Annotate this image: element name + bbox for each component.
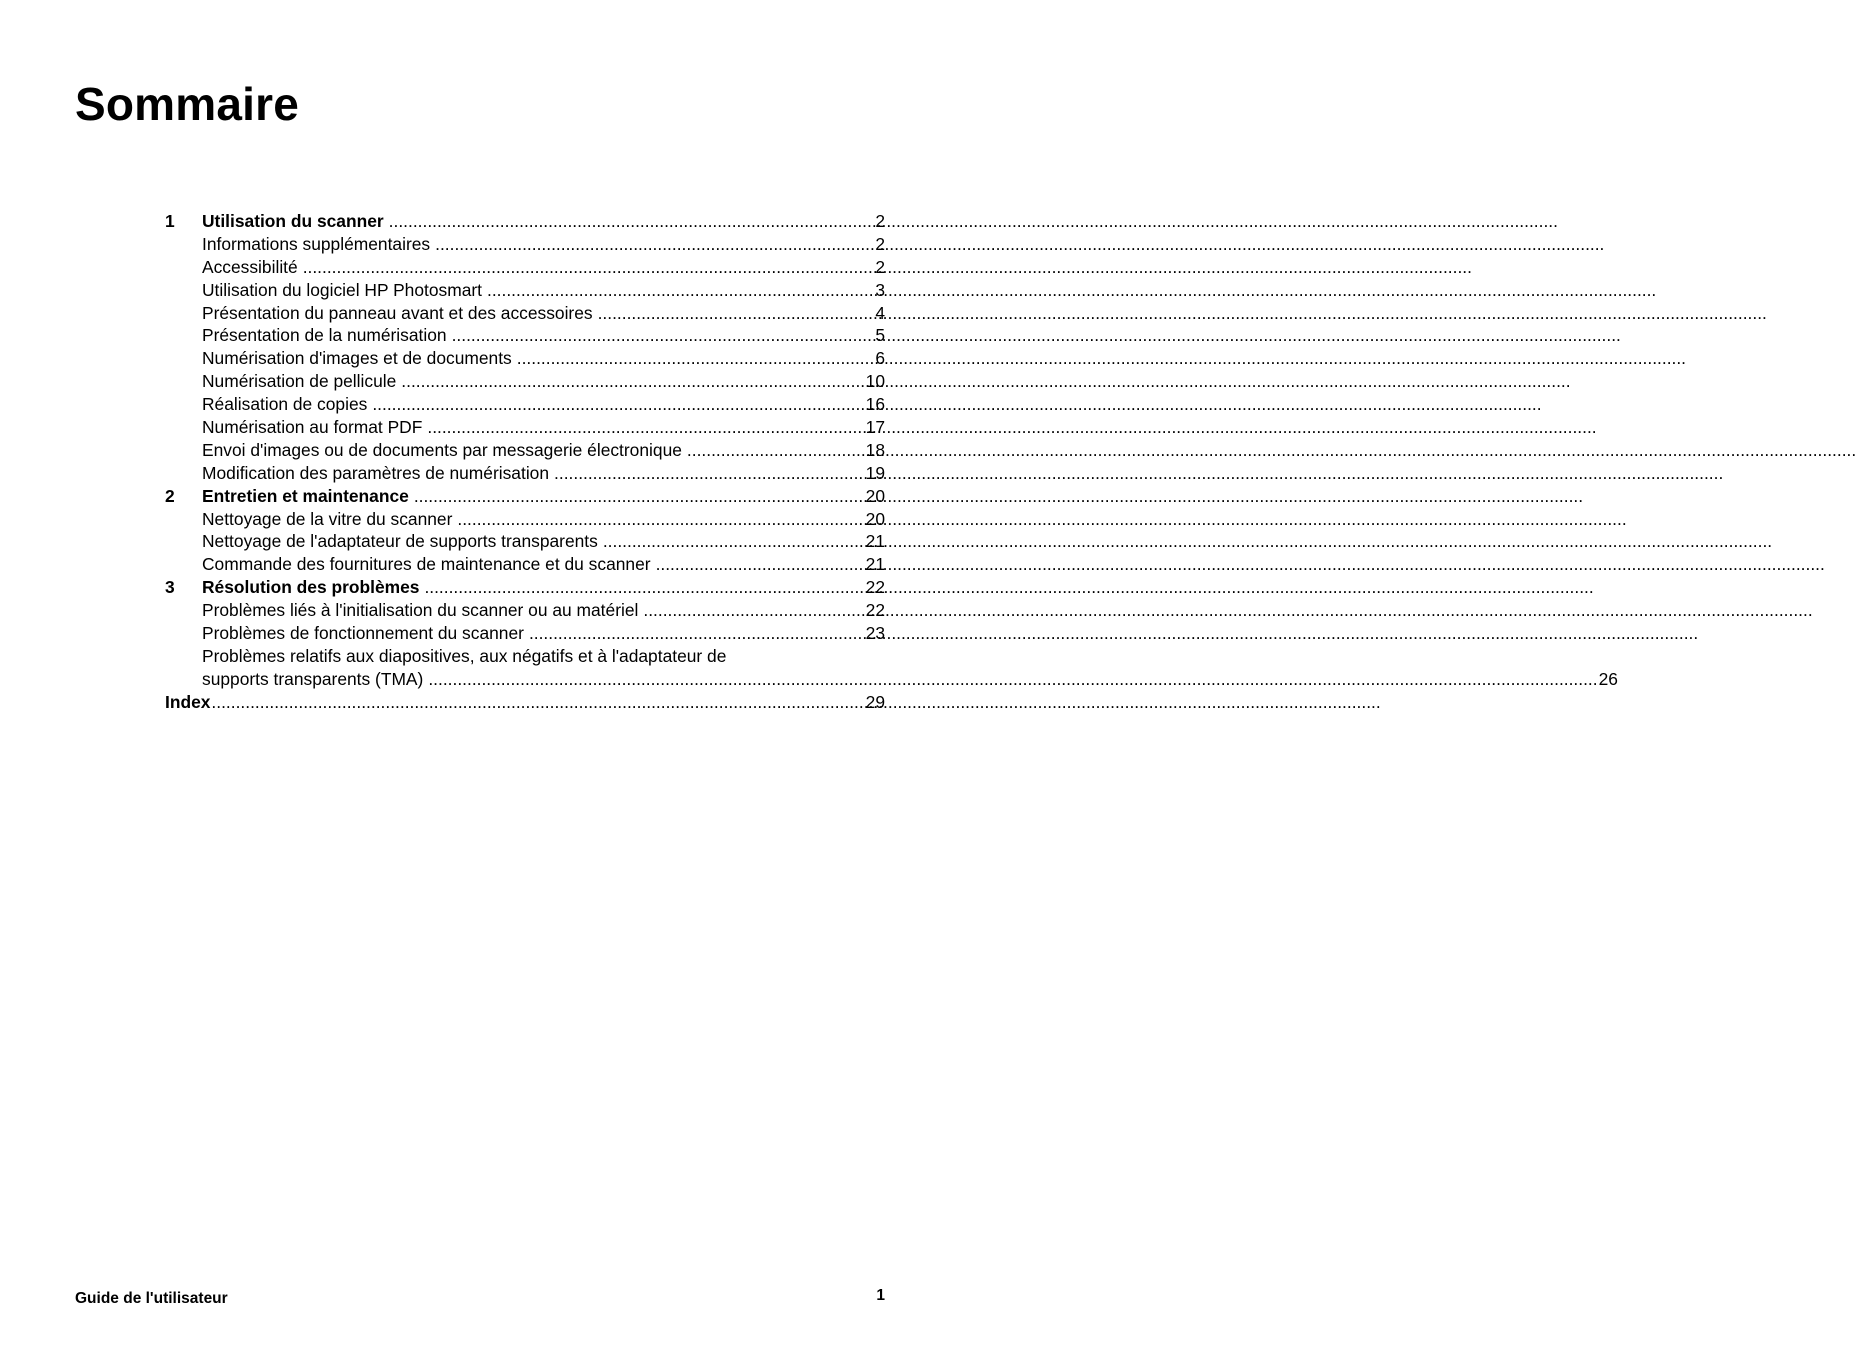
toc-section[interactable] xyxy=(165,233,885,256)
page-number: 5 xyxy=(875,325,885,346)
page-number: 4 xyxy=(875,302,885,323)
page-number: 22 xyxy=(865,577,885,598)
dot-leader xyxy=(529,622,865,645)
toc-chapter-1[interactable] xyxy=(165,210,885,233)
page-number: 17 xyxy=(865,417,885,438)
dot-leader xyxy=(643,599,864,622)
dot-leader xyxy=(427,416,864,439)
dot-leader xyxy=(603,530,865,553)
toc-section[interactable] xyxy=(165,279,885,302)
section-title-line-1: Problèmes relatifs aux diapositives, aux négatifs et à l'adaptateur de xyxy=(202,645,727,666)
toc-chapter-3[interactable] xyxy=(165,576,885,599)
toc-section[interactable] xyxy=(165,622,885,645)
page-number: 6 xyxy=(875,348,885,369)
table-of-contents xyxy=(165,210,1618,714)
page-number: 21 xyxy=(865,531,885,552)
dot-leader xyxy=(435,233,874,256)
page-number: 19 xyxy=(865,462,885,483)
toc-section[interactable] xyxy=(165,553,885,576)
toc-section[interactable] xyxy=(165,645,1618,691)
dot-leader xyxy=(414,485,865,508)
toc-section[interactable] xyxy=(165,530,885,553)
section-title: Commande des fournitures de maintenance et du scanner xyxy=(202,554,651,575)
dot-leader xyxy=(428,668,1597,691)
section-title: Numérisation de pellicule xyxy=(202,371,397,392)
dot-leader xyxy=(424,576,864,599)
section-title: Numérisation d'images et de documents xyxy=(202,348,512,369)
toc-section[interactable] xyxy=(165,347,885,370)
section-title: Accessibilité xyxy=(202,256,298,277)
toc-section[interactable] xyxy=(165,256,885,279)
section-title: Modification des paramètres de numérisation xyxy=(202,462,550,483)
toc-chapter-2[interactable] xyxy=(165,485,885,508)
dot-leader xyxy=(211,691,864,714)
index-title: Index xyxy=(165,691,211,712)
section-title: Présentation du panneau avant et des accessoires xyxy=(202,302,593,323)
toc-section[interactable] xyxy=(165,439,885,462)
chapter-number: 2 xyxy=(165,485,175,506)
dot-leader xyxy=(517,347,875,370)
page-number: 20 xyxy=(865,485,885,506)
section-title: Présentation de la numérisation xyxy=(202,325,447,346)
toc-section[interactable] xyxy=(165,324,885,347)
toc-index[interactable] xyxy=(165,691,885,714)
toc-section[interactable] xyxy=(165,302,885,325)
toc-section[interactable] xyxy=(165,370,885,393)
dot-leader xyxy=(457,508,864,531)
page-number: 16 xyxy=(865,394,885,415)
page-number: 26 xyxy=(1598,668,1618,689)
page-number: 23 xyxy=(865,623,885,644)
section-title: Nettoyage de la vitre du scanner xyxy=(202,508,453,529)
page-number: 10 xyxy=(865,371,885,392)
page-number: 3 xyxy=(875,279,885,300)
chapter-title: Entretien et maintenance xyxy=(202,485,409,506)
dot-leader xyxy=(452,324,875,347)
page-number: 20 xyxy=(865,508,885,529)
dot-leader xyxy=(656,553,865,576)
toc-section[interactable] xyxy=(165,599,885,622)
toc-section[interactable] xyxy=(165,416,885,439)
page-number: 22 xyxy=(865,600,885,621)
section-title: Réalisation de copies xyxy=(202,394,368,415)
section-title: Utilisation du logiciel HP Photosmart xyxy=(202,279,482,300)
toc-section[interactable] xyxy=(165,462,885,485)
footer-guide-title: Guide de l'utilisateur xyxy=(75,1290,228,1307)
dot-leader xyxy=(389,210,875,233)
section-title: Envoi d'images ou de documents par messagerie électronique xyxy=(202,439,682,460)
section-title: Problèmes de fonctionnement du scanner xyxy=(202,623,524,644)
section-title-line-2: supports transparents (TMA) xyxy=(202,668,424,689)
page-number: 21 xyxy=(865,554,885,575)
section-title: Problèmes liés à l'initialisation du scanner ou au matériel xyxy=(202,600,639,621)
dot-leader xyxy=(487,279,874,302)
toc-section[interactable] xyxy=(165,508,885,531)
dot-leader xyxy=(598,302,875,325)
dot-leader xyxy=(372,393,864,416)
section-title: Nettoyage de l'adaptateur de supports transparents xyxy=(202,531,598,552)
toc-section[interactable] xyxy=(165,393,885,416)
page-number: 2 xyxy=(875,233,885,254)
dot-leader xyxy=(554,462,865,485)
chapter-title: Résolution des problèmes xyxy=(202,577,420,598)
footer-page-number: 1 xyxy=(876,1287,885,1304)
dot-leader xyxy=(303,256,875,279)
chapter-number: 1 xyxy=(165,211,175,231)
page-number: 2 xyxy=(875,211,885,231)
chapter-title: Utilisation du scanner xyxy=(202,211,384,231)
page-title: Sommaire xyxy=(75,78,300,130)
page-number: 18 xyxy=(865,439,885,460)
page-number: 29 xyxy=(865,691,885,712)
chapter-number: 3 xyxy=(165,577,175,598)
dot-leader xyxy=(401,370,864,393)
section-title: Numérisation au format PDF xyxy=(202,417,423,438)
page-number: 2 xyxy=(875,256,885,277)
section-title: Informations supplémentaires xyxy=(202,233,431,254)
dot-leader xyxy=(687,439,865,462)
